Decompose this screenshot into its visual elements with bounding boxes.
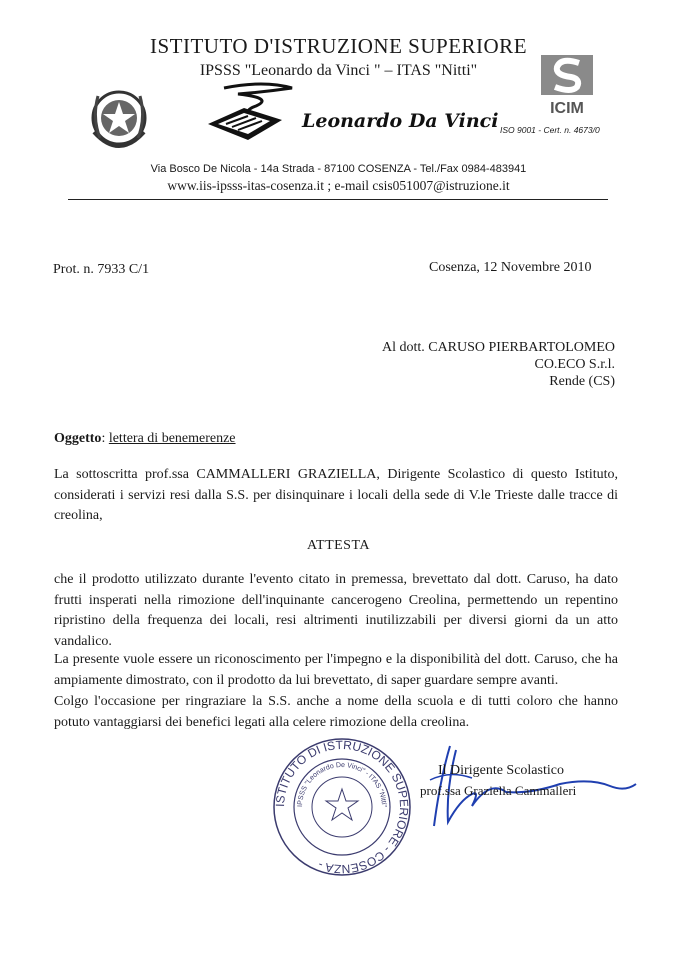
recipient-line: CO.ECO S.r.l. bbox=[534, 357, 615, 372]
institute-contacts: www.iis-ipsss-itas-cosenza.it ; e-mail csis051007@istruzione.it bbox=[167, 178, 510, 193]
institute-subtitle: IPSSS "Leonardo da Vinci " – ITAS "Nitti" bbox=[199, 62, 478, 79]
header-divider bbox=[68, 199, 608, 200]
signatory-role: Il Dirigente Scolastico bbox=[438, 763, 564, 778]
icim-certification-logo bbox=[541, 55, 593, 117]
leonardo-logo-figure-icon bbox=[204, 80, 296, 142]
body-paragraph: La presente vuole essere un riconoscimento per l'impegno e la disponibilità del dott. Caruso, che ha ampiamente dimostrato, con il prodotto da lui brevettato, di saper guardare sempre avanti. bbox=[54, 652, 618, 688]
protocol-number: Prot. n. 7933 C/1 bbox=[53, 262, 150, 277]
subject-label: Oggetto bbox=[54, 431, 102, 446]
subject-line: Oggetto: lettera di benemerenze bbox=[54, 431, 236, 446]
attesta-heading: ATTESTA bbox=[306, 538, 371, 553]
certification-note: ISO 9001 - Cert. n. 4673/0 bbox=[500, 125, 600, 135]
leonardo-da-vinci-logo bbox=[300, 104, 499, 134]
recipient-line: Rende (CS) bbox=[549, 374, 615, 389]
institute-title: ISTITUTO D'ISTRUZIONE SUPERIORE bbox=[149, 34, 528, 58]
body-paragraph: Colgo l'occasione per ringraziare la S.S. anche a nome della scuola e di tutti coloro che hanno potuto vantaggiarsi dei benefici legati alla celere rimozione della creolina. bbox=[54, 694, 618, 730]
svg-text:ICIM: ICIM bbox=[550, 100, 584, 117]
school-stamp bbox=[272, 737, 412, 877]
svg-text:Leonardo Da Vinci: Leonardo Da Vinci bbox=[302, 110, 499, 132]
institute-address: Via Bosco De Nicola - 14a Strada - 87100 COSENZA - Tel./Fax 0984-483941 bbox=[150, 163, 527, 175]
svg-text:ISTITUTO DI ISTRUZIONE SUPERIO: ISTITUTO DI ISTRUZIONE SUPERIORE - COSENZA - bbox=[272, 737, 412, 877]
recipient-line: Al dott. CARUSO PIERBARTOLOMEO bbox=[381, 340, 615, 355]
intro-paragraph: La sottoscritta prof.ssa CAMMALLERI GRAZIELLA, Dirigente Scolastico di questo Istituto, considerati i servizi resi dalla S.S. per disinquinare i locali della sede di V.le Trieste dalle tracce di creolina, bbox=[54, 467, 618, 523]
svg-text:IPSSS "Leonardo De Vinci" - IT: IPSSS "Leonardo De Vinci" - ITAS "Nitti" bbox=[296, 761, 388, 808]
subject-text: lettera di benemerenze bbox=[108, 431, 236, 446]
italian-republic-emblem-icon bbox=[86, 82, 152, 160]
body-paragraph: che il prodotto utilizzato durante l'evento citato in premessa, brevettato dal dott. Caruso, ha dato frutti insperati nella rimozione dell'inquinante cancerogeno Creolina, permettendo un repentino ripristino della frequenza dei locali, resi altrimenti inutilizzabili per diversi giorni da un atto vandalico. bbox=[54, 572, 618, 649]
place-date: Cosenza, 12 Novembre 2010 bbox=[429, 260, 592, 275]
signatory-name: prof.ssa Graziella Cammalleri bbox=[420, 783, 577, 798]
